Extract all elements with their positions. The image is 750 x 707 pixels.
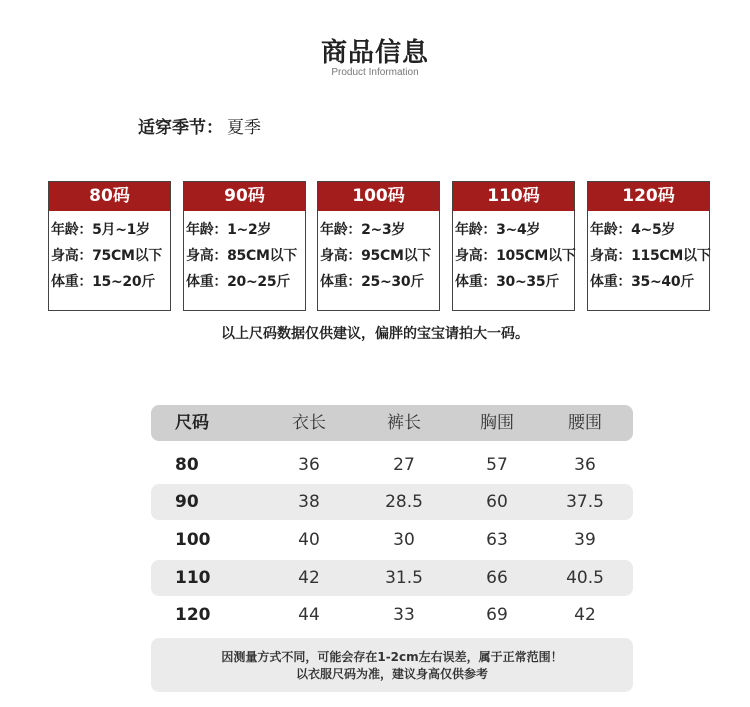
size-card-100: [317, 181, 440, 311]
size-card-90: [183, 181, 306, 311]
table-cell: 69: [486, 605, 508, 625]
table-header-cell: 衣长: [292, 413, 326, 433]
size-card-height: 身高：95CM以下: [320, 248, 431, 264]
size-card-weight: 体重：30~35斤: [455, 274, 559, 290]
size-card-age: 年龄：3~4岁: [455, 222, 541, 238]
table-cell: 40.5: [566, 568, 604, 588]
table-cell: 44: [298, 605, 320, 625]
table-cell: 27: [393, 455, 415, 475]
table-cell: 80: [175, 455, 199, 475]
size-card-weight: 体重：25~30斤: [320, 274, 424, 290]
table-cell: 100: [175, 530, 211, 550]
size-card-height: 身高：75CM以下: [51, 248, 162, 264]
size-card-age: 年龄：5月~1岁: [51, 222, 150, 238]
footnote-line: 以衣服尺码为准，建议身高仅供参考: [295, 667, 488, 681]
table-cell: 36: [298, 455, 320, 475]
size-advice-note: 以上尺码数据仅供建议，偏胖的宝宝请拍大一码。: [221, 326, 529, 342]
table-cell: 36: [574, 455, 596, 475]
page-subtitle: Product Information: [331, 67, 419, 78]
table-cell: 63: [486, 530, 508, 550]
table-cell: 39: [574, 530, 596, 550]
season-value: 夏季: [227, 118, 261, 138]
table-cell: 28.5: [385, 492, 423, 512]
table-cell: 90: [175, 492, 199, 512]
size-card-header: 110码: [453, 182, 574, 211]
table-cell: 31.5: [385, 568, 423, 588]
table-cell: 38: [298, 492, 320, 512]
size-card-header: 100码: [318, 182, 439, 211]
table-row: [151, 597, 633, 633]
size-card-age: 年龄：2~3岁: [320, 222, 406, 238]
table-row: [151, 484, 633, 520]
size-card-header: 80码: [49, 182, 170, 211]
size-card-height: 身高：85CM以下: [186, 248, 297, 264]
table-row: [151, 522, 633, 558]
table-cell: 66: [486, 568, 508, 588]
table-cell: 40: [298, 530, 320, 550]
size-card-height: 身高：115CM以下: [590, 248, 711, 264]
table-row: [151, 447, 633, 483]
table-cell: 120: [175, 605, 211, 625]
table-cell: 42: [574, 605, 596, 625]
table-cell: 30: [393, 530, 415, 550]
season-label: 适穿季节：: [138, 118, 223, 138]
table-header-cell: 腰围: [568, 413, 602, 433]
table-cell: 33: [393, 605, 415, 625]
size-card-weight: 体重：35~40斤: [590, 274, 694, 290]
table-header-row: [151, 405, 633, 441]
table-header-cell: 胸围: [480, 413, 514, 433]
size-card-110: [452, 181, 575, 311]
size-card-weight: 体重：15~20斤: [51, 274, 155, 290]
table-cell: 110: [175, 568, 211, 588]
size-card-height: 身高：105CM以下: [455, 248, 576, 264]
size-card-header: 120码: [588, 182, 709, 211]
size-card-header: 90码: [184, 182, 305, 211]
table-cell: 37.5: [566, 492, 604, 512]
footnote-line: 因测量方式不同，可能会存在1-2cm左右误差，属于正常范围！: [221, 650, 563, 664]
size-card-120: [587, 181, 710, 311]
table-cell: 60: [486, 492, 508, 512]
table-header-cell: 尺码: [175, 413, 209, 433]
table-header-cell: 裤长: [387, 413, 421, 433]
table-row: [151, 560, 633, 596]
table-cell: 42: [298, 568, 320, 588]
season-info: [138, 113, 261, 138]
size-card-80: [48, 181, 171, 311]
table-cell: 57: [486, 455, 508, 475]
page-title: 商品信息: [320, 38, 429, 68]
size-card-age: 年龄：1~2岁: [186, 222, 272, 238]
size-card-age: 年龄：4~5岁: [590, 222, 676, 238]
measurement-footnote: [151, 638, 633, 692]
size-card-weight: 体重：20~25斤: [186, 274, 290, 290]
